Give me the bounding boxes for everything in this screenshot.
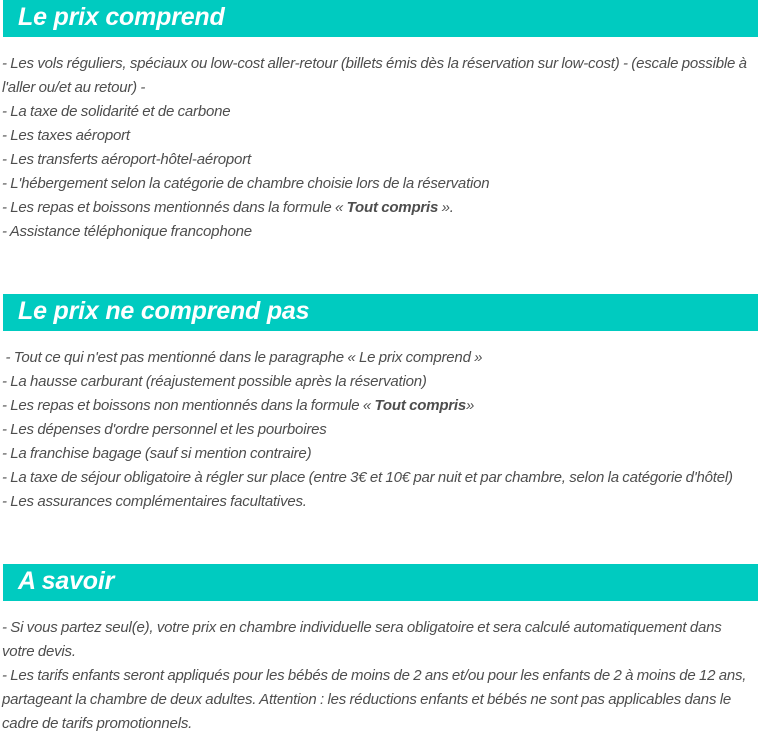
section-body [0, 616, 758, 736]
text-run: - Si vous partez seul(e), votre prix en chambre individuelle sera obligatoire et sera calculé automatiquement dans votre devis. [2, 619, 726, 660]
list-item [2, 370, 755, 394]
text-run: - La franchise bagage (sauf si mention contraire) [2, 445, 312, 462]
list-item [2, 616, 755, 664]
text-run: - Les repas et boissons mentionnés dans la formule « [2, 199, 347, 216]
list-item [2, 466, 755, 490]
text-run: ». [438, 199, 454, 216]
section-header-bar [3, 294, 758, 331]
text-run: - Les dépenses d'ordre personnel et les pourboires [2, 421, 327, 438]
section-title: A savoir [18, 567, 115, 595]
section-body [0, 346, 758, 514]
text-run: » [466, 397, 475, 414]
list-item [2, 148, 755, 172]
list-item [2, 664, 755, 736]
bold-text-run: Tout compris [374, 397, 467, 414]
list-item [2, 442, 755, 466]
list-item [2, 52, 755, 100]
text-run: - Les transferts aéroport-hôtel-aéroport [2, 151, 251, 168]
list-item [2, 346, 755, 370]
list-item [2, 220, 755, 244]
text-run: - La taxe de solidarité et de carbone [2, 103, 231, 120]
text-run: - Les taxes aéroport [2, 127, 130, 144]
text-run: - Les vols réguliers, spéciaux ou low-cost aller-retour (billets émis dès la réservation sur low-cost) - (escale possible à l'aller ou/et au retour) - [2, 55, 751, 96]
section-body [0, 52, 758, 244]
section-title: Le prix comprend [18, 3, 225, 31]
list-item [2, 196, 755, 220]
section [0, 0, 758, 244]
list-item [2, 172, 755, 196]
section-title: Le prix ne comprend pas [18, 297, 310, 325]
text-run: - Tout ce qui n'est pas mentionné dans le paragraphe « Le prix comprend » [2, 349, 483, 366]
text-run: - Les tarifs enfants seront appliqués pour les bébés de moins de 2 ans et/ou pour les enfants de 2 à moins de 12 ans, partageant la chambre de deux adultes. Attention : les réductions enfants et bébés ne sont pas applicables dans le cadre de tarifs promotionnels. [2, 667, 750, 732]
list-item [2, 394, 755, 418]
text-run: - Les repas et boissons non mentionnés dans la formule « [2, 397, 375, 414]
list-item [2, 124, 755, 148]
section [0, 564, 758, 736]
section-header-bar [3, 564, 758, 601]
list-item [2, 418, 755, 442]
section [0, 294, 758, 514]
text-run: - Assistance téléphonique francophone [2, 223, 252, 240]
list-item [2, 490, 755, 514]
list-item [2, 100, 755, 124]
section-header-bar [3, 0, 758, 37]
text-run: - La hausse carburant (réajustement possible après la réservation) [2, 373, 427, 390]
text-run: - Les assurances complémentaires facultatives. [2, 493, 307, 510]
text-run: - L'hébergement selon la catégorie de chambre choisie lors de la réservation [2, 175, 490, 192]
bold-text-run: Tout compris [346, 199, 439, 216]
text-run: - La taxe de séjour obligatoire à régler sur place (entre 3€ et 10€ par nuit et par chambre, selon la catégorie d'hôtel) [2, 469, 733, 486]
